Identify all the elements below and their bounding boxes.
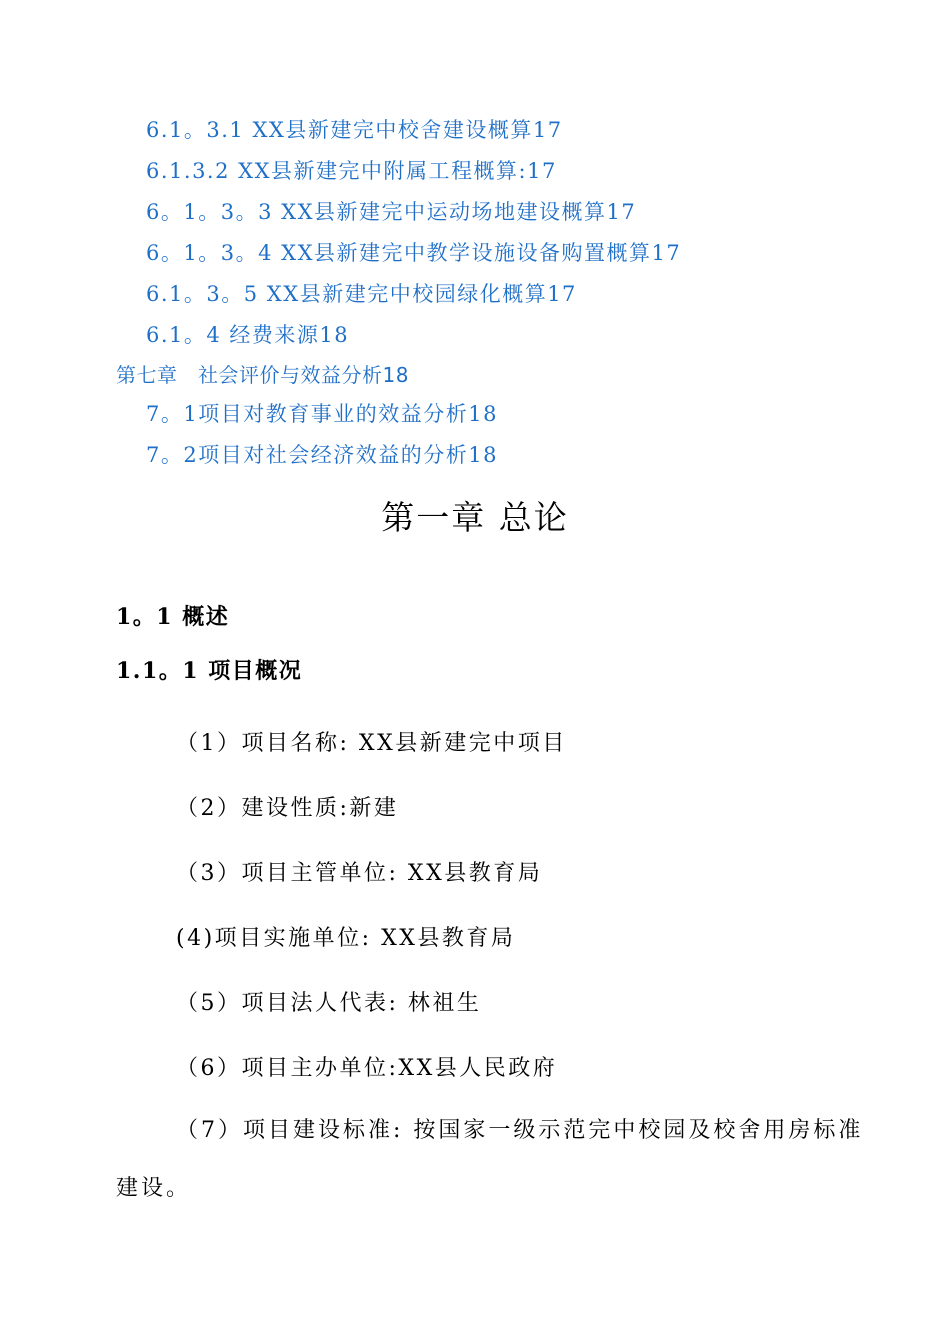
legal-representative-item: （5）项目法人代表: 林祖生 — [176, 991, 482, 1016]
toc-entry[interactable]: 6。1。3。4 XX县新建完中教学设施设备购置概算17 — [146, 241, 682, 265]
toc-entry[interactable]: 7。2项目对社会经济效益的分析18 — [146, 443, 498, 467]
subsection-heading: 1.1。1 项目概况 — [116, 658, 303, 684]
construction-standard-item: （7）项目建设标准: 按国家一级示范完中校园及校舍用房标准建设。 — [116, 1118, 864, 1201]
sponsor-unit-item: （6）项目主办单位:XX县人民政府 — [176, 1056, 558, 1081]
toc-entry-chapter[interactable]: 第七章 社会评价与效益分析18 — [116, 363, 409, 387]
toc-entry[interactable]: 6.1。3。5 XX县新建完中校园绿化概算17 — [146, 282, 577, 306]
project-name-item: （1）项目名称: XX县新建完中项目 — [176, 731, 567, 756]
chapter-title: 第一章 总论 — [381, 498, 569, 537]
construction-nature-item: （2）建设性质:新建 — [176, 796, 399, 821]
section-heading: 1。1 概述 — [116, 604, 230, 630]
implementing-unit-item: (4)项目实施单位: XX县教育局 — [176, 926, 516, 951]
toc-entry[interactable]: 6.1。4 经费来源18 — [146, 323, 350, 347]
toc-entry[interactable]: 6.1.3.2 XX县新建完中附属工程概算:17 — [146, 159, 557, 183]
supervising-unit-item: （3）项目主管单位: XX县教育局 — [176, 861, 543, 886]
toc-entry[interactable]: 7。1项目对教育事业的效益分析18 — [146, 402, 498, 426]
toc-entry[interactable]: 6。1。3。3 XX县新建完中运动场地建设概算17 — [146, 200, 637, 224]
toc-entry[interactable]: 6.1。3.1 XX县新建完中校舍建设概算17 — [146, 118, 563, 142]
